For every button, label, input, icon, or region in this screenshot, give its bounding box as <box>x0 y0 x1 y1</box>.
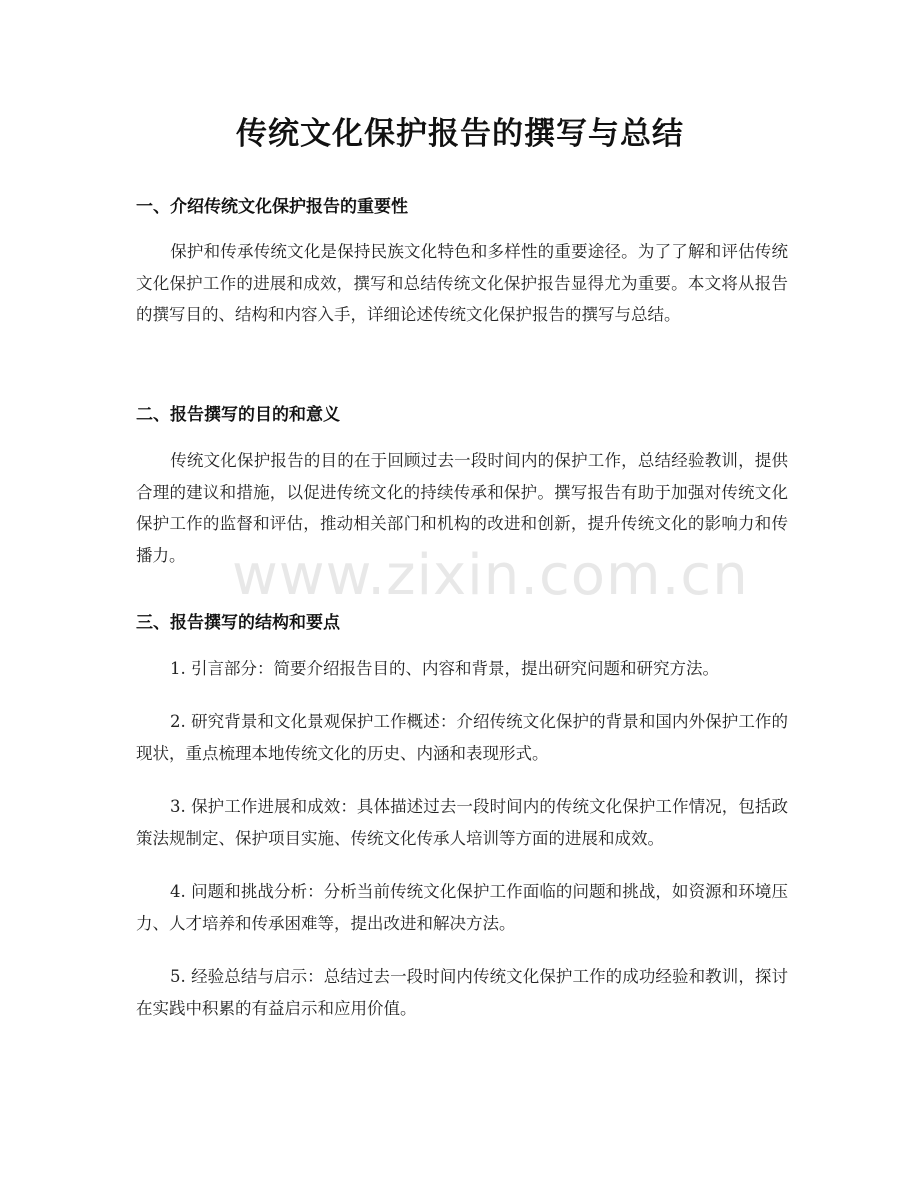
list-item-1-text: 1. 引言部分：简要介绍报告目的、内容和背景，提出研究问题和研究方法。 <box>170 659 719 678</box>
section-2-paragraph <box>136 445 788 571</box>
list-item-5 <box>136 961 788 1024</box>
list-item-2 <box>136 706 788 769</box>
section-heading-1: 一、介绍传统文化保护报告的重要性 <box>136 197 408 217</box>
list-item-4 <box>136 876 788 939</box>
list-item-4-text: 4. 问题和挑战分析：分析当前传统文化保护工作面临的问题和挑战，如资源和环境压力、人才培养和传承困难等，提出改进和解决方法。 <box>136 882 788 933</box>
list-item-3-text: 3. 保护工作进展和成效：具体描述过去一段时间内的传统文化保护工作情况，包括政策法规制定、保护项目实施、传统文化传承人培训等方面的进展和成效。 <box>136 797 788 848</box>
document-title: 传统文化保护报告的撰写与总结 <box>236 116 684 152</box>
list-item-3 <box>136 791 788 854</box>
section-heading-3: 三、报告撰写的结构和要点 <box>136 613 340 633</box>
section-heading-2: 二、报告撰写的目的和意义 <box>136 405 340 425</box>
section-1-paragraph <box>136 236 788 331</box>
list-item-2-text: 2. 研究背景和文化景观保护工作概述：介绍传统文化保护的背景和国内外保护工作的现状，重点梳理本地传统文化的历史、内涵和表现形式。 <box>136 712 788 763</box>
watermark: www.zixin.com.cn <box>232 543 749 608</box>
list-item-1 <box>136 653 788 685</box>
list-item-5-text: 5. 经验总结与启示：总结过去一段时间内传统文化保护工作的成功经验和教训，探讨在实践中积累的有益启示和应用价值。 <box>136 967 788 1018</box>
section-1-paragraph-text: 保护和传承传统文化是保持民族文化特色和多样性的重要途径。为了了解和评估传统文化保护工作的进展和成效，撰写和总结传统文化保护报告显得尤为重要。本文将从报告的撰写目的、结构和内容入手，详细论述传统文化保护报告的撰写与总结。 <box>136 242 788 324</box>
section-2-paragraph-text: 传统文化保护报告的目的在于回顾过去一段时间内的保护工作，总结经验教训，提供合理的建议和措施，以促进传统文化的持续传承和保护。撰写报告有助于加强对传统文化保护工作的监督和评估，推动相关部门和机构的改进和创新，提升传统文化的影响力和传播力。 <box>136 451 788 565</box>
